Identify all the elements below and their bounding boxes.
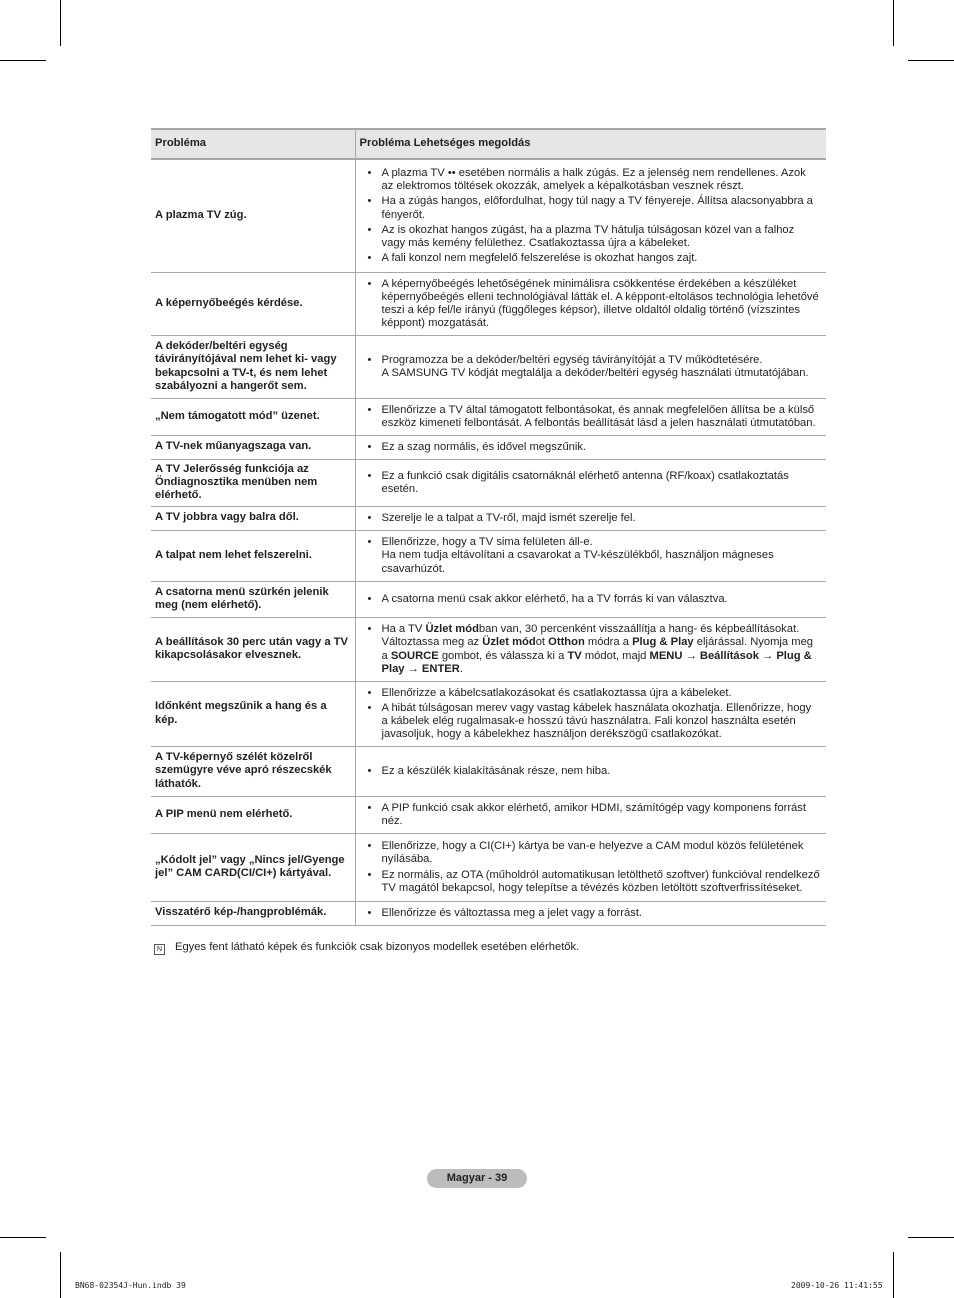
solution-cell (355, 746, 826, 796)
bold-run: MENU → Beállítások → Plug & Play → ENTER (381, 649, 812, 675)
table-row (151, 617, 826, 681)
solution-line: Programozza be a dekóder/beltéri egység távirányítóját a TV működtetésére. (381, 353, 763, 366)
solution-item: • Ellenőrizze és változtassa meg a jelet vagy a forrást. (368, 907, 821, 920)
table-row (151, 459, 826, 506)
text-run: módra a (584, 636, 633, 649)
problem-cell: A PIP menü nem elérhető. (151, 796, 355, 833)
text-run: gombot, és válassza ki a (438, 649, 568, 662)
problem-cell: „Kódolt jel” vagy „Nincs jel/Gyenge jel” CAM CARD(CI/CI+) kártyával. (151, 833, 355, 901)
solution-cell (355, 581, 826, 617)
problem-cell: „Nem támogatott mód” üzenet. (151, 398, 355, 435)
table-row (151, 159, 826, 272)
solution-item: • A csatorna menü csak akkor elérhető, ha a TV forrás ki van választva. (368, 593, 821, 606)
solution-item: • Ez a szag normális, és idővel megszűnik. (368, 441, 821, 454)
crop-mark (0, 1237, 46, 1238)
problem-cell: A talpat nem lehet felszerelni. (151, 530, 355, 581)
solution-cell (355, 901, 826, 925)
problem-cell: A plazma TV zúg. (151, 159, 355, 272)
solution-item: • Ez a funkció csak digitális csatornáknál elérhető antenna (RF/koax) csatlakoztatás esetén. (368, 470, 821, 496)
page-number-badge: Magyar - 39 (427, 1169, 527, 1188)
bold-run: TV (567, 649, 582, 662)
table-row (151, 530, 826, 581)
solution-item: • A képernyőbeégés lehetőségének minimálisra csökkentése érdekében a készüléket képernyőbeégés elleni technológiával látták el. A képpont-eltolásos technológia lehetővé teszi a kép fel/le irányú (függőleges képsor), illetve oldaltól oldalig történő (vízszintes képpont) mozgatását. (368, 278, 821, 331)
crop-mark (0, 60, 46, 61)
table-row (151, 272, 826, 335)
table-row (151, 746, 826, 796)
table-row (151, 581, 826, 617)
problem-cell: A dekóder/beltéri egység távirányítójával nem lehet ki- vagy bekapcsolni a TV-t, és nem lehet szabályozni a hangerőt sem. (151, 335, 355, 398)
solution-cell (355, 833, 826, 901)
solution-item: • Ez normális, az OTA (műholdról automatikusan letölthető szoftver) funkcióval rendelkező TV magától bekapcsol, hogy telepítse a tévézés közben letöltött szoftverfrissítéseket. (368, 869, 821, 895)
problem-cell: A TV-nek műanyagszaga van. (151, 435, 355, 459)
solution-cell (355, 681, 826, 746)
footnote (151, 940, 826, 955)
bold-run: Üzlet mód (425, 623, 479, 636)
problem-cell: A TV jobbra vagy balra dől. (151, 506, 355, 530)
table-row (151, 796, 826, 833)
solution-item: • A hibát túlságosan merev vagy vastag kábelek használata okozhatja. Ellenőrizze, hogy a kábelek elég rugalmasak-e hosszú távú használatra. Fali konzol használta esetén javasoljuk, hogy a kábelekhez használjon derékszögű csatlakozókat. (368, 702, 821, 742)
solution-item: • A plazma TV •• esetében normális a halk zúgás. Ez a jelenség nem rendellenes. Azok az elektromos töltések okozzák, amelyek a képalkotásban vesznek részt. (368, 167, 821, 193)
solution-cell (355, 796, 826, 833)
solution-cell (355, 398, 826, 435)
table-row (151, 435, 826, 459)
table-row (151, 335, 826, 398)
solution-cell (355, 459, 826, 506)
crop-mark (893, 1252, 894, 1298)
solution-item: • Ellenőrizze, hogy a CI(CI+) kártya be van-e helyezve a CAM modul közös felületének nyílásába. (368, 840, 821, 866)
solution-item: • Szerelje le a talpat a TV-ről, majd ismét szerelje fel. (368, 512, 821, 525)
bold-run: Otthon (548, 636, 585, 649)
solution-item (368, 536, 821, 576)
bold-run: SOURCE (390, 649, 439, 662)
table-row (151, 398, 826, 435)
table-row (151, 681, 826, 746)
problem-cell: Időnként megszűnik a hang és a kép. (151, 681, 355, 746)
solution-item (368, 354, 821, 380)
solution-item: • A fali konzol nem megfelelő felszerelése is okozhat hangos zajt. (368, 252, 821, 265)
crop-mark (908, 1237, 954, 1238)
problem-cell: Visszatérő kép-/hangproblémák. (151, 901, 355, 925)
text-run: ot (535, 636, 549, 649)
text-run: ban van, 30 percenként visszaállítja a hang- és képbeállításokat. Változtassa meg az (381, 623, 800, 649)
solution-item: • Ha a zúgás hangos, előfordulhat, hogy túl nagy a TV fényereje. Állítsa alacsonyabbra a fényerőt. (368, 195, 821, 221)
solution-cell (355, 335, 826, 398)
solution-item: • Az is okozhat hangos zúgást, ha a plazma TV hátulja túlságosan közel van a falhoz vagy más kemény felülethez. Csatlakoztassa újra a kábeleket. (368, 224, 821, 250)
solution-cell (355, 159, 826, 272)
solution-item: • Ellenőrizze a kábelcsatlakozásokat és csatlakoztassa újra a kábeleket. (368, 687, 821, 700)
solution-cell (355, 435, 826, 459)
solution-item: • Ez a készülék kialakításának része, nem hiba. (368, 765, 821, 778)
solution-cell (355, 272, 826, 335)
solution-line: Ha nem tudja eltávolítani a csavarokat a TV-készülékből, használjon mágneses csavarhúzót. (381, 549, 774, 575)
header-problem: Probléma (151, 129, 355, 159)
solution-line: Ellenőrizze, hogy a TV sima felületen áll-e. (381, 536, 593, 549)
solution-item (368, 623, 821, 676)
text-run: Ha a TV (381, 623, 426, 636)
text-run: módot, majd (581, 649, 650, 662)
problem-cell: A beállítások 30 perc után vagy a TV kikapcsolásakor elvesznek. (151, 617, 355, 681)
table-row (151, 506, 826, 530)
footnote-text: Egyes fent látható képek és funkciók csak bizonyos modellek esetében elérhetők. (175, 941, 580, 953)
text-run: . (459, 662, 463, 675)
solution-line: A SAMSUNG TV kódját megtalálja a dekóder/beltéri egység használati útmutatójában. (381, 367, 809, 379)
troubleshooting-table (151, 128, 826, 926)
footer-file-label: BN68-02354J-Hun.indb 39 (75, 1281, 186, 1290)
crop-mark (60, 1252, 61, 1298)
solution-item: • A PIP funkció csak akkor elérhető, amikor HDMI, számítógép vagy komponens forrást néz. (368, 802, 821, 828)
problem-cell: A képernyőbeégés kérdése. (151, 272, 355, 335)
table-row (151, 901, 826, 925)
table-row (151, 833, 826, 901)
note-icon: N (154, 944, 165, 955)
solution-cell (355, 530, 826, 581)
bold-run: Plug & Play (632, 636, 694, 649)
problem-cell: A csatorna menü szürkén jelenik meg (nem elérhető). (151, 581, 355, 617)
bold-run: Üzlet mód (482, 636, 536, 649)
solution-cell (355, 506, 826, 530)
problem-cell: A TV Jelerősség funkciója az Öndiagnosztika menüben nem elérhető. (151, 459, 355, 506)
crop-mark (908, 60, 954, 61)
table-header-row (151, 129, 826, 159)
problem-cell: A TV-képernyő szélét közelről szemügyre véve apró részecskék láthatók. (151, 746, 355, 796)
text-run: eljárással. Nyomja meg a (381, 636, 814, 662)
footer-timestamp: 2009-10-26 11:41:55 (791, 1281, 883, 1290)
solution-cell (355, 617, 826, 681)
crop-mark (893, 0, 894, 46)
crop-mark (60, 0, 61, 46)
solution-item: • Ellenőrizze a TV által támogatott felbontásokat, és annak megfelelően állítsa be a külső eszköz kimeneti felbontását. A felbontás beállítását lásd a jelen használati útmutatóban. (368, 404, 821, 430)
header-solution: Probléma Lehetséges megoldás (355, 129, 826, 159)
